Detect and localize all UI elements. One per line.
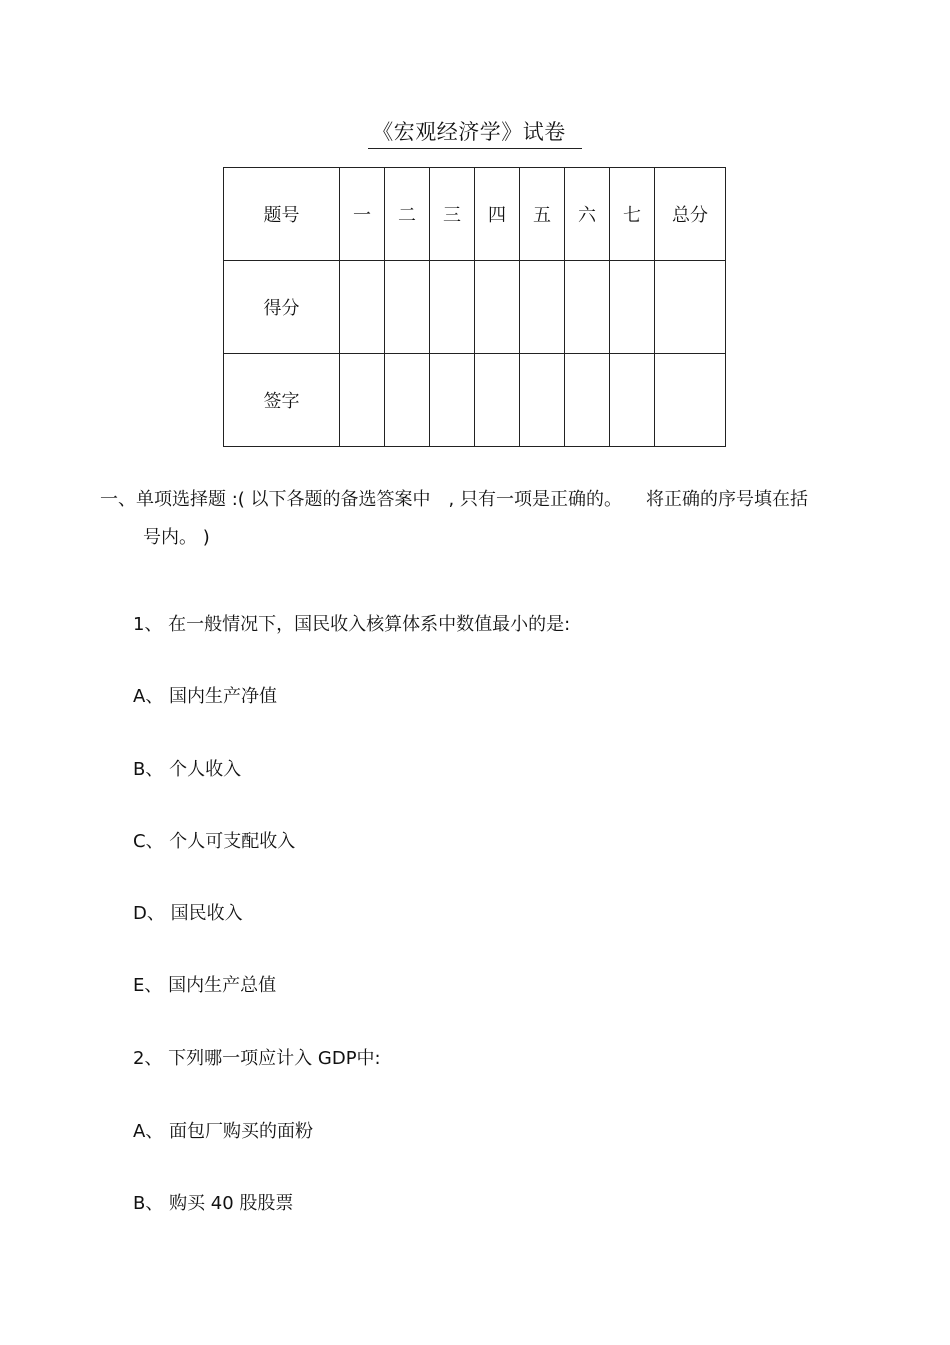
score-table [223,167,726,447]
score-cell[interactable] [610,261,655,354]
signature-cell[interactable] [385,354,430,447]
question-stem: 1、 在一般情况下，国民收入核算体系中数值最小的是: [133,614,571,635]
score-cell[interactable] [655,261,726,354]
question-stem: 2、 下列哪一项应计入 GDP中: [133,1048,381,1069]
section-heading-line2: 号内。 ) [143,527,210,548]
option-item: B、 购买 40 股股票 [133,1193,294,1214]
score-cell[interactable] [430,261,475,354]
option-item: E、 国内生产总值 [133,975,277,996]
header-cell: 五 [520,168,565,261]
header-cell: 题号 [224,168,340,261]
header-cell: 二 [385,168,430,261]
signature-cell[interactable] [340,354,385,447]
section-heading [100,486,860,548]
signature-row [224,354,726,447]
option-item: A、 国内生产净值 [133,686,278,707]
option-item: A、 面包厂购买的面粉 [133,1121,314,1142]
header-cell: 六 [565,168,610,261]
exam-title: 《宏观经济学》试卷 [368,116,582,149]
score-cell[interactable] [520,261,565,354]
heading-part: , 只有一项是正确的。 [448,489,622,510]
option-item: C、 个人可支配收入 [133,831,296,852]
score-cell[interactable] [385,261,430,354]
row-label: 得分 [224,261,340,354]
exam-title-wrap [0,116,950,149]
header-cell: 七 [610,168,655,261]
heading-part: 一、单项选择题 :( 以下各题的备选答案中 [100,489,431,510]
signature-cell[interactable] [610,354,655,447]
score-cell[interactable] [565,261,610,354]
heading-part: 将正确的序号填在括 [645,489,808,510]
option-item: D、 国民收入 [133,903,243,924]
option-item: B、 个人收入 [133,759,242,780]
score-table-header-row [224,168,726,261]
header-cell: 一 [340,168,385,261]
signature-cell[interactable] [475,354,520,447]
header-cell: 三 [430,168,475,261]
signature-cell[interactable] [565,354,610,447]
signature-cell[interactable] [430,354,475,447]
section-heading-line1 [100,486,860,514]
score-row [224,261,726,354]
score-cell[interactable] [340,261,385,354]
header-cell: 四 [475,168,520,261]
signature-cell[interactable] [655,354,726,447]
signature-cell[interactable] [520,354,565,447]
row-label: 签字 [224,354,340,447]
score-cell[interactable] [475,261,520,354]
header-cell: 总分 [655,168,726,261]
